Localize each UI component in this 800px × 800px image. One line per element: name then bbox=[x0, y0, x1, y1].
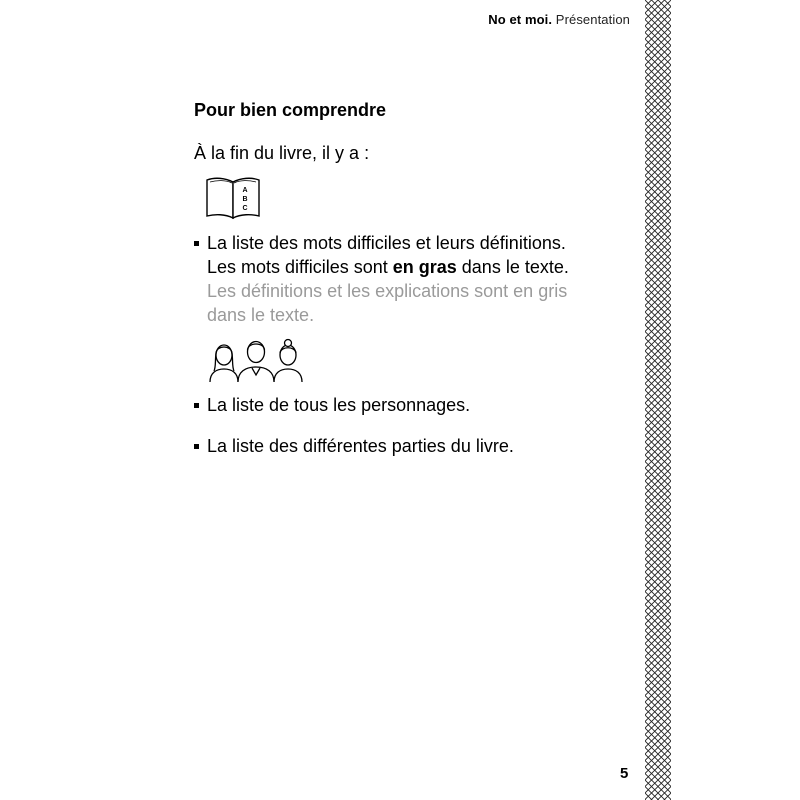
book-letter-b: B bbox=[242, 196, 248, 203]
item-line: La liste des différentes parties du livre. bbox=[207, 436, 514, 456]
gray-explanation: dans le texte. bbox=[207, 305, 315, 325]
page-number: 5 bbox=[620, 765, 629, 782]
section-heading: Pour bien comprendre bbox=[194, 100, 387, 120]
book-letter-c: C bbox=[242, 205, 248, 212]
bullet-icon bbox=[194, 241, 199, 246]
decorative-border-pattern bbox=[645, 0, 671, 800]
group-of-people-icon bbox=[208, 337, 304, 383]
intro-text: À la fin du livre, il y a : bbox=[194, 143, 370, 163]
bullet-icon bbox=[194, 403, 199, 408]
book-title: No et moi. bbox=[488, 12, 553, 27]
main-content bbox=[194, 97, 614, 456]
book-letter-a: A bbox=[242, 187, 248, 194]
bold-example: en gras bbox=[392, 257, 457, 277]
open-book-abc-icon bbox=[205, 174, 261, 222]
item-line: La liste de tous les personnages. bbox=[207, 395, 471, 415]
section-name: Présentation bbox=[555, 12, 630, 27]
gray-explanation: Les définitions et les explications sont en gris bbox=[207, 281, 568, 301]
item-line: La liste des mots difficiles et leurs définitions. bbox=[207, 233, 566, 253]
bullet-icon bbox=[194, 444, 199, 449]
item-line: Les mots difficiles sont en gras dans le texte. bbox=[207, 257, 569, 277]
running-header bbox=[488, 12, 630, 27]
